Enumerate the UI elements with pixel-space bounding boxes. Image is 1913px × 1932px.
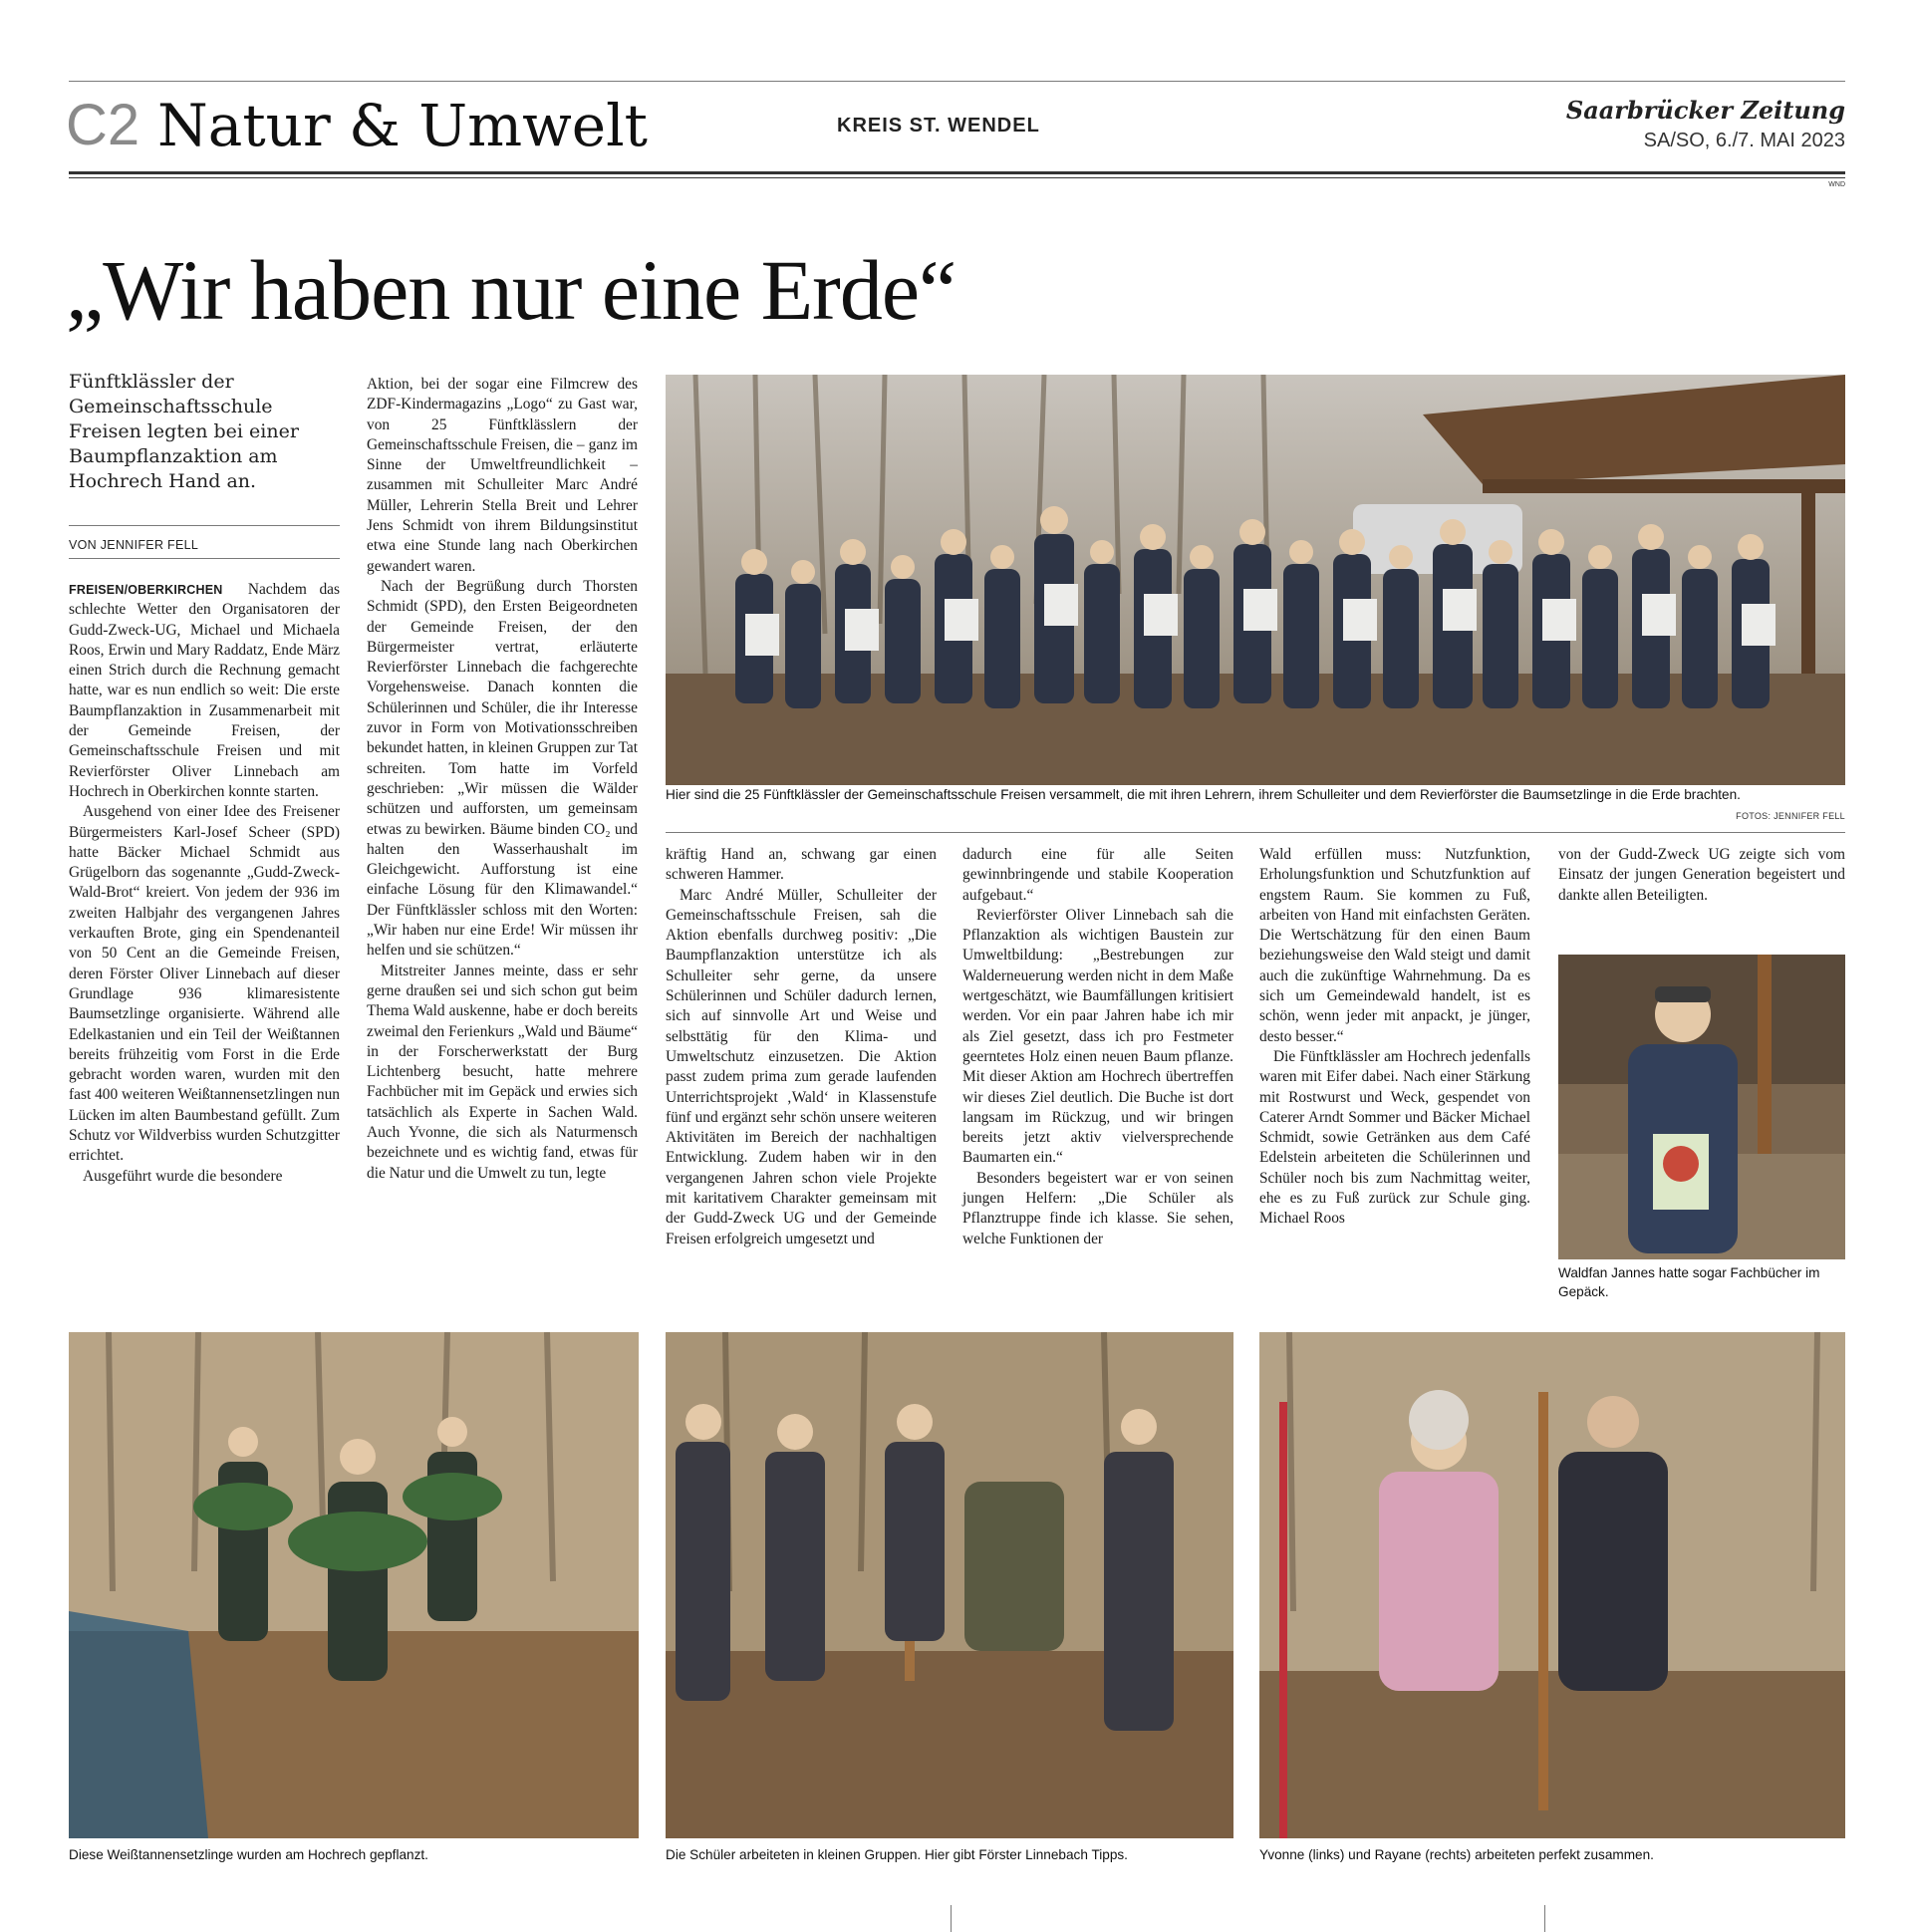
author-name: Michael Roos <box>1259 1210 1345 1228</box>
teaser: Fünftklässler der Gemeinschaftsschule Freisen legten bei einer Baumpflanzaktion am Hochrech Hand an. <box>69 371 299 492</box>
paragraph <box>1259 1047 1530 1230</box>
top-rule <box>69 81 1845 82</box>
yvonne-rayane-caption: Yvonne (links) und Rayane (rechts) arbeiteten perfekt zusammen. <box>1259 1847 1654 1862</box>
headline: „Wir haben nur eine Erde“ <box>66 242 956 338</box>
region-label: KREIS ST. WENDEL <box>837 115 1040 137</box>
byline: VON JENNIFER FELL <box>69 538 199 552</box>
article-column-4 <box>962 845 1233 1249</box>
article-column-6 <box>1558 845 1845 906</box>
footer-divider <box>951 1905 952 1932</box>
paragraph: Wald erfüllen muss: Nutzfunktion, Erholungsfunktion und Schutzfunktion auf engstem Raum. Sie kommen zu Fuß, arbeiten von Hand mit einfachsten Geräten. Die Wertschätzung für den einen Baum beziehungsweise den Wald steigt und damit auch die zukünftige Wahrnehmung. Da es sich um Gemeindewald handelt, ist es schön, wenn jeder mit anpackt, je jünger, desto besser.“ <box>1259 846 1530 1045</box>
paragraph: Revierförster Oliver Linnebach sah die Pflanzaktion als wichtigen Baustein zur Umweltbildung: „Bestrebungen zur Walderneuerung werden nicht in dem Maße wertgeschätzt, wie Baumfällungen kritisiert werden. Vor ein paar Jahren habe ich mir als Ziel gesetzt, dass ich pro Festmeter geerntetes Holz einen neuen Baum pflanze. Mit dieser Aktion am Hochrech übertreffen wir dieses Ziel deutlich. Die Buche ist dort langsam im Rückzug, und wir bringen bereits jetzt aktiv vielversprechende Baumarten ein.“ <box>962 906 1233 1167</box>
group-photo <box>666 375 1845 785</box>
article-column-1 <box>69 580 340 1187</box>
byline-rule <box>69 558 340 559</box>
saplings-caption: Diese Weißtannensetzlinge wurden am Hochrech gepflanzt. <box>69 1847 428 1862</box>
paragraph: Besonders begeistert war er von seinen jungen Helfern: „Die Schüler als Pflanztruppe finde ich klasse. Sie sehen, welche Funktionen der <box>962 1169 1233 1247</box>
paragraph: Nachdem das schlechte Wetter den Organisatoren der Gudd-Zweck-UG, Michael und Michaela Roos, Erwin und Mary Raddatz, Ende März einen Strich durch die Rechnung gemacht hatte, war es nun endlich so weit: Die erste Baumpflanzaktion in Zusammenarbeit mit der Gemeinde Freisen, der Gemeinschaftsschule Freisen und mit Revierförster Oliver Linnebach am Hochrech in Oberkirchen konnte starten. <box>69 581 340 800</box>
paragraph: Aktion, bei der sogar eine Filmcrew des ZDF-Kindermagazins „Logo“ zu Gast war, von 25 Fünftklässlern der Gemeinschaftsschule Freisen, die – ganz im Sinne der Umweltfreundlichkeit – zusammen mit Schulleiter Marc André Müller, Lehrerin Stella Breit und Lehrer Jens Schmidt von ihrem Bildungsinstitut etwa eine Stunde lang nach Oberkirchen gewandert waren. <box>367 376 638 575</box>
group-photo-caption: Hier sind die 25 Fünftklässler der Gemeinschaftsschule Freisen versammelt, die mit ihren Lehrern, ihrem Schulleiter und dem Revierförster die Baumsetzlinge in die Erde brachten. <box>666 787 1741 802</box>
paragraph: von der Gudd-Zweck UG zeigte sich vom Einsatz der jungen Generation begeistert und dankte allen Beteiligten. <box>1558 846 1845 904</box>
header-rule <box>69 171 1845 174</box>
edition-code: WND <box>1828 181 1845 188</box>
jannes-photo <box>1558 955 1845 1259</box>
issue-date: SA/SO, 6./7. MAI 2023 <box>1643 130 1845 151</box>
article-column-3 <box>666 845 937 1249</box>
article-column-5 <box>1259 845 1530 1230</box>
section-title: Natur & Umwelt <box>157 92 648 159</box>
groups-photo <box>666 1332 1233 1838</box>
paragraph-text: Die Fünftklässler am Hochrech jedenfalls waren mit Eifer dabei. Nach einer Stärkung mit Rostwurst und Weck, gespendet von Caterer Arndt Sommer und Bäcker Michael Schmidt, sowie Getränken aus dem Café Edelstein arbeiteten die Schülerinnen und Schüler noch bis zum Nachmittag weiter, ehe es zu Fuß zurück zur Schule ging. <box>1259 1047 1530 1208</box>
paragraph: Nach der Begrüßung durch Thorsten Schmidt (SPD), den Ersten Beigeordneten der Gemeinde Freisen, der den Bürgermeister vertrat, erläuterte Revierförster Linnebach die fachgerechte Vorgehensweise. Danach konnten die Schülerinnen und Schüler, die ihr Interesse zuvor in Form von Motivationsschreiben bekundet hatten, in kleinen Gruppen zur Tat schreiten. Tom hatte im Vorfeld geschrieben: „Wir müssen die Wälder schützen und aufforsten, um gemeinsam etwas zu bewirken. Bäume binden CO₂ und halten den Wasserhaushalt im Gleichgewicht. Aufforstung ist eine einfache Lösung für den Klimawandel.“ Der Fünftklässler schloss mit den Worten: „Wir haben nur eine Erde! Wir müssen ihr helfen und sie schützen.“ <box>367 577 638 960</box>
paragraph: dadurch eine für alle Seiten gewinnbringende und stabile Kooperation aufgebaut.“ <box>962 846 1233 904</box>
paragraph: Mitstreiter Jannes meinte, dass er sehr gerne draußen sei und sich schon gut beim Thema Wald auskenne, habe er doch bereits zweimal den Ferienkurs „Wald und Bäume“ in der Forscherwerkstatt der Burg Lichtenberg besucht, hatte mehrere Fachbücher mit im Gepäck und erwies sich tatsächlich als Experte in Sachen Wald. Auch Yvonne, die sich als Naturmensch bezeichnete und es wichtig fand, etwas für die Natur und die Umwelt zu tun, legte <box>367 962 638 1182</box>
caption-rule <box>666 832 1845 833</box>
paragraph: Marc André Müller, Schulleiter der Gemeinschaftsschule Freisen, sah die Aktion ebenfalls durchweg positiv: „Die Baumpflanzaktion unterstütze ich als Schulleiter sehr gerne, da unsere Schülerinnen und Schüler dadurch lernen, sich auf sinnvolle Art und Weise und selbsttätig für den Klima- und Umweltschutz einzusetzen. Die Aktion passt zudem prima zum gerade laufenden Unterrichtsprojekt ‚Wald‘ in Klassenstufe fünf und ergänzt sehr schön unsere weiteren Aktivitäten im Bereich der nachhaltigen Entwicklung. Zudem haben wir in den vergangenen Jahren schon viele Projekte mit karitativem Charakter gemeinsam mit der Gudd-Zweck UG und der Gemeinde Freisen erfolgreich umgesetzt und <box>666 886 937 1247</box>
paragraph: kräftig Hand an, schwang gar einen schweren Hammer. <box>666 846 937 884</box>
footer-divider <box>1544 1905 1545 1932</box>
teaser-rule <box>69 525 340 526</box>
article-column-2 <box>367 375 638 1184</box>
paragraph: Ausgeführt wurde die besondere <box>83 1167 283 1185</box>
jannes-caption: Waldfan Jannes hatte sogar Fachbücher im Gepäck. <box>1558 1265 1820 1299</box>
page-code: C2 <box>66 93 140 157</box>
paragraph: Ausgehend von einer Idee des Freisener Bürgermeisters Karl-Josef Scheer (SPD) hatte Bäcker Michael Schmidt aus Grügelborn das sogenannte „Gudd-Zweck-Wald-Brot“ kreiert. Von jedem der 936 im zweiten Halbjahr des vergangenen Jahres verkauften Brote, ging ein Spendenanteil von 50 Cent an die Gemeinde Freisen, deren Förster Oliver Linnebach auf dieser Grundlage 936 klimaresistente Baumsetzlinge organisierte. Während alle Edelkastanien und ein Teil der Weißtannen bereits frühzeitig vom Forst in die Erde gebracht worden waren, wurden mit den fast 400 weiteren Weißtannensetzlingen nun Lücken im alten Baumbestand gefüllt. Zum Schutz vor Wildverbiss wurden Schutzgitter errichtet. <box>69 803 341 1165</box>
saplings-photo <box>69 1332 639 1838</box>
photo-credit: FOTOS: JENNIFER FELL <box>1736 811 1845 821</box>
yvonne-rayane-photo <box>1259 1332 1845 1838</box>
header-rule-thin <box>69 177 1845 178</box>
masthead-logo: Saarbrücker Zeitung <box>1565 96 1845 125</box>
groups-caption: Die Schüler arbeiteten in kleinen Gruppen. Hier gibt Förster Linnebach Tipps. <box>666 1847 1128 1862</box>
dateline: FREISEN/OBERKIRCHEN <box>69 583 223 597</box>
